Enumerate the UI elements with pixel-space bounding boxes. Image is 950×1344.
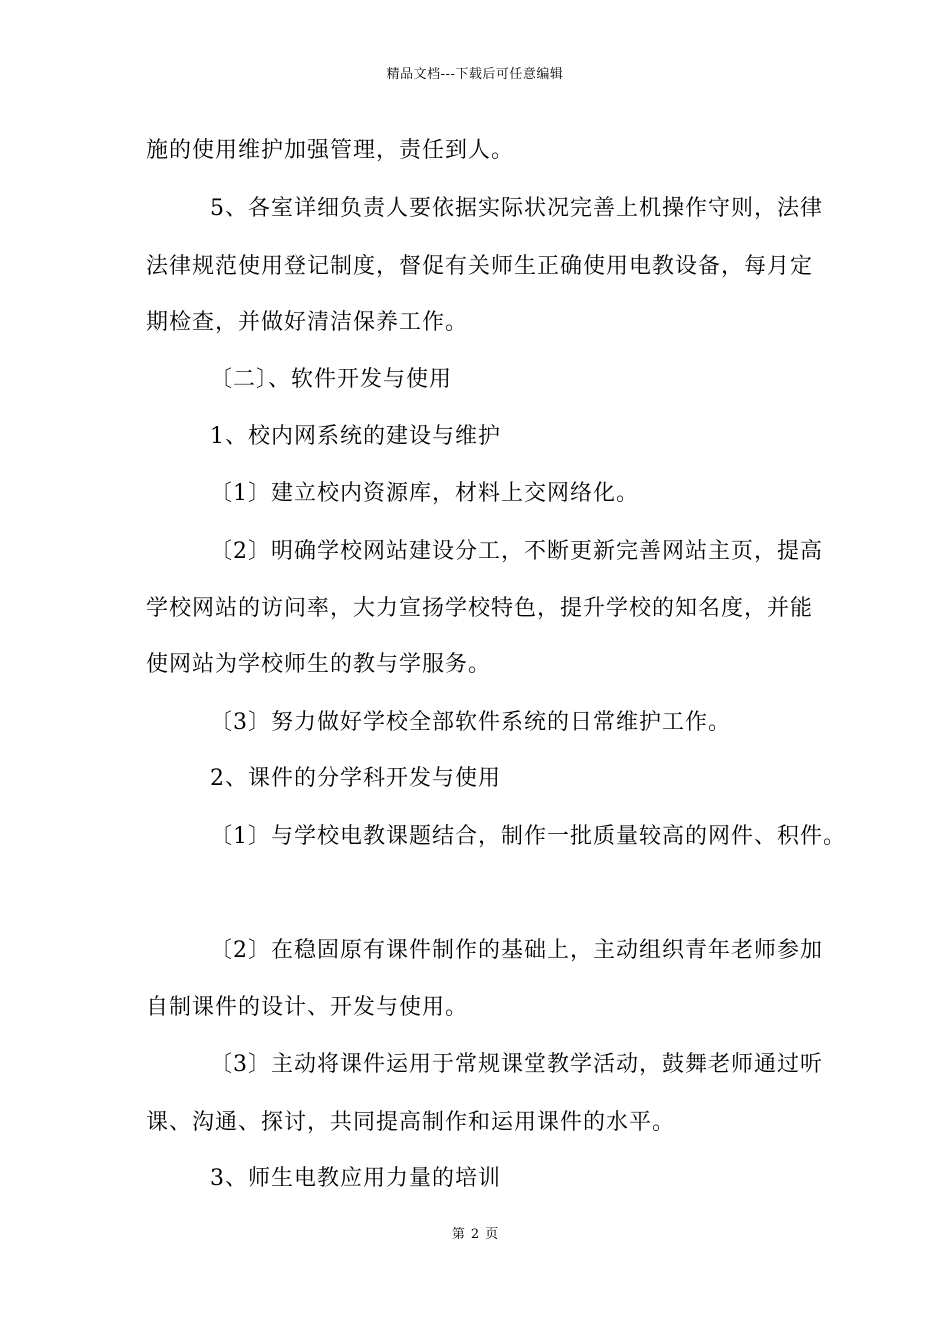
page-number-prefix: 第 — [451, 1227, 465, 1242]
paragraph-line: 自制课件的设计、开发与使用。 — [146, 995, 469, 1020]
paragraph-line: 课、沟通、探讨，共同提高制作和运用课件的水平。 — [146, 1110, 676, 1135]
page-footer — [0, 1226, 950, 1244]
section-heading: 〔二〕、软件开发与使用 — [210, 367, 453, 392]
list-item: 〔3〕努力做好学校全部软件系统的日常维护工作。 — [210, 710, 731, 735]
subsection-heading: 3、师生电教应用力量的培训 — [210, 1166, 501, 1191]
paragraph-line: 施的使用维护加强管理，责任到人。 — [146, 138, 515, 163]
page-header: 精品文档---下载后可任意编辑 — [386, 67, 564, 82]
list-item: 〔3〕主动将课件运用于常规课堂教学活动，鼓舞老师通过听 — [210, 1052, 823, 1077]
list-item: 〔1〕与学校电教课题结合，制作一批质量较高的网件、积件。 — [210, 824, 846, 849]
subsection-heading: 1、校内网系统的建设与维护 — [210, 424, 501, 449]
paragraph-line: 使网站为学校师生的教与学服务。 — [146, 652, 492, 677]
paragraph-line: 期检查，并做好清洁保养工作。 — [146, 310, 469, 335]
list-item: 〔2〕明确学校网站建设分工，不断更新完善网站主页，提高 — [210, 539, 823, 564]
subsection-heading: 2、课件的分学科开发与使用 — [210, 766, 501, 791]
paragraph-line: 法律规范使用登记制度，督促有关师生正确使用电教设备，每月定 — [146, 254, 814, 279]
paragraph-line: 5、各室详细负责人要依据实际状况完善上机操作守则，法律 — [210, 196, 823, 221]
page-number: 2 — [470, 1227, 480, 1242]
page-number-suffix: 页 — [485, 1227, 499, 1242]
paragraph-line: 学校网站的访问率，大力宣扬学校特色，提升学校的知名度，并能 — [146, 596, 814, 621]
list-item: 〔2〕在稳固原有课件制作的基础上，主动组织青年老师参加 — [210, 938, 823, 963]
list-item: 〔1〕建立校内资源库，材料上交网络化。 — [210, 481, 639, 506]
